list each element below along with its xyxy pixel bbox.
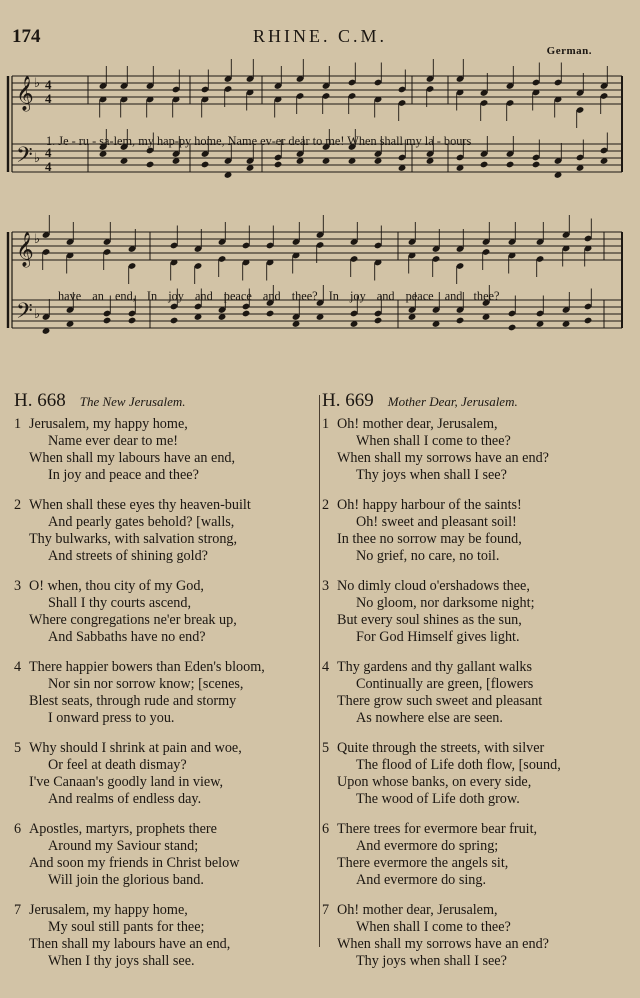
verse-line: Continually are green, [flowers (356, 676, 534, 692)
verse-text: O! when, thou city of my God, (29, 578, 204, 594)
verse-line: When shall my sorrows have an end? (337, 936, 549, 952)
verse-line: The wood of Life doth grow. (356, 791, 520, 807)
verse-line: As nowhere else are seen. (356, 710, 503, 726)
flat-icon: ♭ (34, 75, 41, 90)
verse-line: And Sabbaths have no end? (48, 629, 206, 645)
verse-line (14, 578, 316, 595)
verse-number: 2 (14, 497, 22, 513)
verse-line: Will join the glorious band. (48, 872, 204, 888)
verse-number: 4 (322, 659, 330, 675)
stanza (14, 821, 316, 889)
verse-line: There grow such sweet and pleasant (337, 693, 543, 709)
verse-line: In joy and peace and thee? (48, 467, 199, 483)
verse-line: I've Canaan's goodly land in view, (29, 774, 224, 790)
stanza (14, 659, 316, 727)
verse-line (322, 416, 627, 433)
verse-number: 3 (14, 578, 22, 594)
verse-line (14, 902, 316, 919)
composer-credit: German. (546, 45, 592, 57)
stanza (14, 578, 316, 646)
verse-line: Shall I thy courts ascend, (48, 595, 192, 611)
verse-line: When shall my sorrows have an end? (337, 450, 549, 466)
verse-line: For God Himself gives light. (356, 629, 520, 645)
stanza (322, 740, 627, 808)
verse-line: Thy joys when shall I see? (356, 953, 507, 969)
stanza (322, 902, 627, 970)
verse-text: Jerusalem, my happy home, (29, 902, 188, 918)
verse-line: When shall I come to thee? (356, 433, 511, 449)
page-number: 174 (12, 26, 41, 47)
verse-line: And streets of shining gold? (48, 548, 208, 564)
verse-line: When shall my labours have an end, (29, 450, 236, 466)
verse-text: Thy gardens and thy gallant walks (337, 659, 533, 675)
hymn-title: Mother Dear, Jerusalem. (387, 394, 518, 409)
verse-line: And soon my friends in Christ below (29, 855, 240, 871)
verse-line: I onward press to you. (48, 710, 175, 726)
verse-line: Upon whose banks, on every side, (337, 774, 532, 790)
lyrics-line-1: 1. Je - ru - sa-lem, my hap-py home, Name ev-er dear to me! When shall my la - bours (46, 134, 472, 148)
treble-clef-icon: 𝄞 (16, 76, 34, 111)
svg-text:4: 4 (45, 77, 52, 92)
verse-number: 1 (322, 416, 330, 432)
verse-line: No gloom, nor darksome night; (356, 595, 535, 611)
verse-number: 6 (14, 821, 22, 837)
music-system-1 (8, 59, 622, 179)
verse-line: But every soul shines as the sun, (337, 612, 522, 628)
tune-title: RHINE. C.M. (252, 26, 387, 46)
verse-line: The flood of Life doth flow, [sound, (356, 757, 561, 773)
verse-text: There happier bowers than Eden's bloom, (29, 659, 265, 675)
verse-text: Apostles, martyrs, prophets there (29, 821, 217, 837)
verse-line (322, 659, 627, 676)
hymn-669 (322, 390, 627, 983)
verse-number: 7 (322, 902, 330, 918)
stanza (14, 497, 316, 565)
stanza (322, 497, 627, 565)
stanza (322, 821, 627, 889)
verse-line (322, 497, 627, 514)
verse-line: Nor sin nor sorrow know; [scenes, (48, 676, 244, 692)
lyrics-line-2: have an end, In joy and peace and thee? In joy and peace and thee? (58, 289, 500, 303)
verse-number: 1 (14, 416, 22, 432)
verse-line (322, 578, 627, 595)
verse-line (322, 902, 627, 919)
verse-line (14, 740, 316, 757)
hymn-number: H. 668 (14, 390, 66, 411)
verse-line: In thee no sorrow may be found, (337, 531, 522, 547)
verse-line: Where congregations ne'er break up, (29, 612, 237, 628)
stanza (14, 740, 316, 808)
stanza (322, 659, 627, 727)
music-system-2 (8, 215, 622, 335)
verse-line: Then shall my labours have an end, (29, 936, 231, 952)
verse-line: And evermore do spring; (356, 838, 499, 854)
verse-text: There trees for evermore bear fruit, (337, 821, 538, 837)
verse-number: 4 (14, 659, 22, 675)
hymn-668 (14, 390, 316, 983)
verse-line (14, 416, 316, 433)
verse-line (322, 740, 627, 757)
verse-text: Oh! mother dear, Jerusalem, (337, 902, 498, 918)
verse-line: Oh! sweet and pleasant soil! (356, 514, 517, 530)
verse-line: Name ever dear to me! (48, 433, 178, 449)
verse-line: And pearly gates behold? [walls, (48, 514, 235, 530)
verse-line: My soul still pants for thee; (48, 919, 205, 935)
verse-line: When I thy joys shall see. (48, 953, 195, 969)
verse-line (14, 497, 316, 514)
stanza (14, 416, 316, 484)
flat-icon: ♭ (34, 150, 41, 165)
verse-line: Around my Saviour stand; (48, 838, 199, 854)
verse-number: 6 (322, 821, 330, 837)
verse-line (14, 821, 316, 838)
verse-number: 7 (14, 902, 22, 918)
verse-text: Oh! happy harbour of the saints! (337, 497, 522, 513)
verse-text: When shall these eyes thy heaven-built (29, 497, 251, 513)
flat-icon: ♭ (34, 231, 41, 246)
verse-line: Blest seats, through rude and stormy (29, 693, 237, 709)
verse-text: Why should I shrink at pain and woe, (29, 740, 242, 756)
verse-line: When shall I come to thee? (356, 919, 511, 935)
music-score (0, 58, 640, 368)
verse-number: 5 (14, 740, 22, 756)
svg-text:4: 4 (45, 159, 52, 174)
verse-text: Jerusalem, my happy home, (29, 416, 188, 432)
verse-line: And realms of endless day. (48, 791, 202, 807)
verse-line: No grief, no care, no toil. (356, 548, 500, 564)
verse-number: 5 (322, 740, 330, 756)
svg-text:4: 4 (45, 145, 52, 160)
verse-text: Quite through the streets, with silver (337, 740, 545, 756)
verse-line: Thy bulwarks, with salvation strong, (29, 531, 238, 547)
verse-line (14, 659, 316, 676)
stanza (322, 416, 627, 484)
bass-clef-icon: 𝄢 (16, 299, 33, 329)
verse-line: Thy joys when shall I see? (356, 467, 507, 483)
verse-number: 2 (322, 497, 330, 513)
verse-line: And evermore do sing. (356, 872, 487, 888)
verse-line (322, 821, 627, 838)
bass-clef-icon: 𝄢 (16, 143, 33, 173)
svg-text:4: 4 (45, 91, 52, 106)
stanza (322, 578, 627, 646)
verse-number: 3 (322, 578, 330, 594)
verse-text: Oh! mother dear, Jerusalem, (337, 416, 498, 432)
treble-clef-icon: 𝄞 (16, 232, 34, 267)
hymn-number: H. 669 (322, 390, 374, 411)
hymn-title: The New Jerusalem. (79, 394, 186, 409)
verse-text: No dimly cloud o'ershadows thee, (337, 578, 530, 594)
stanza (14, 902, 316, 970)
verse-line: Or feel at death dismay? (48, 757, 187, 773)
verse-line: There evermore the angels sit, (337, 855, 509, 871)
flat-icon: ♭ (34, 306, 41, 321)
column-divider (319, 395, 320, 947)
